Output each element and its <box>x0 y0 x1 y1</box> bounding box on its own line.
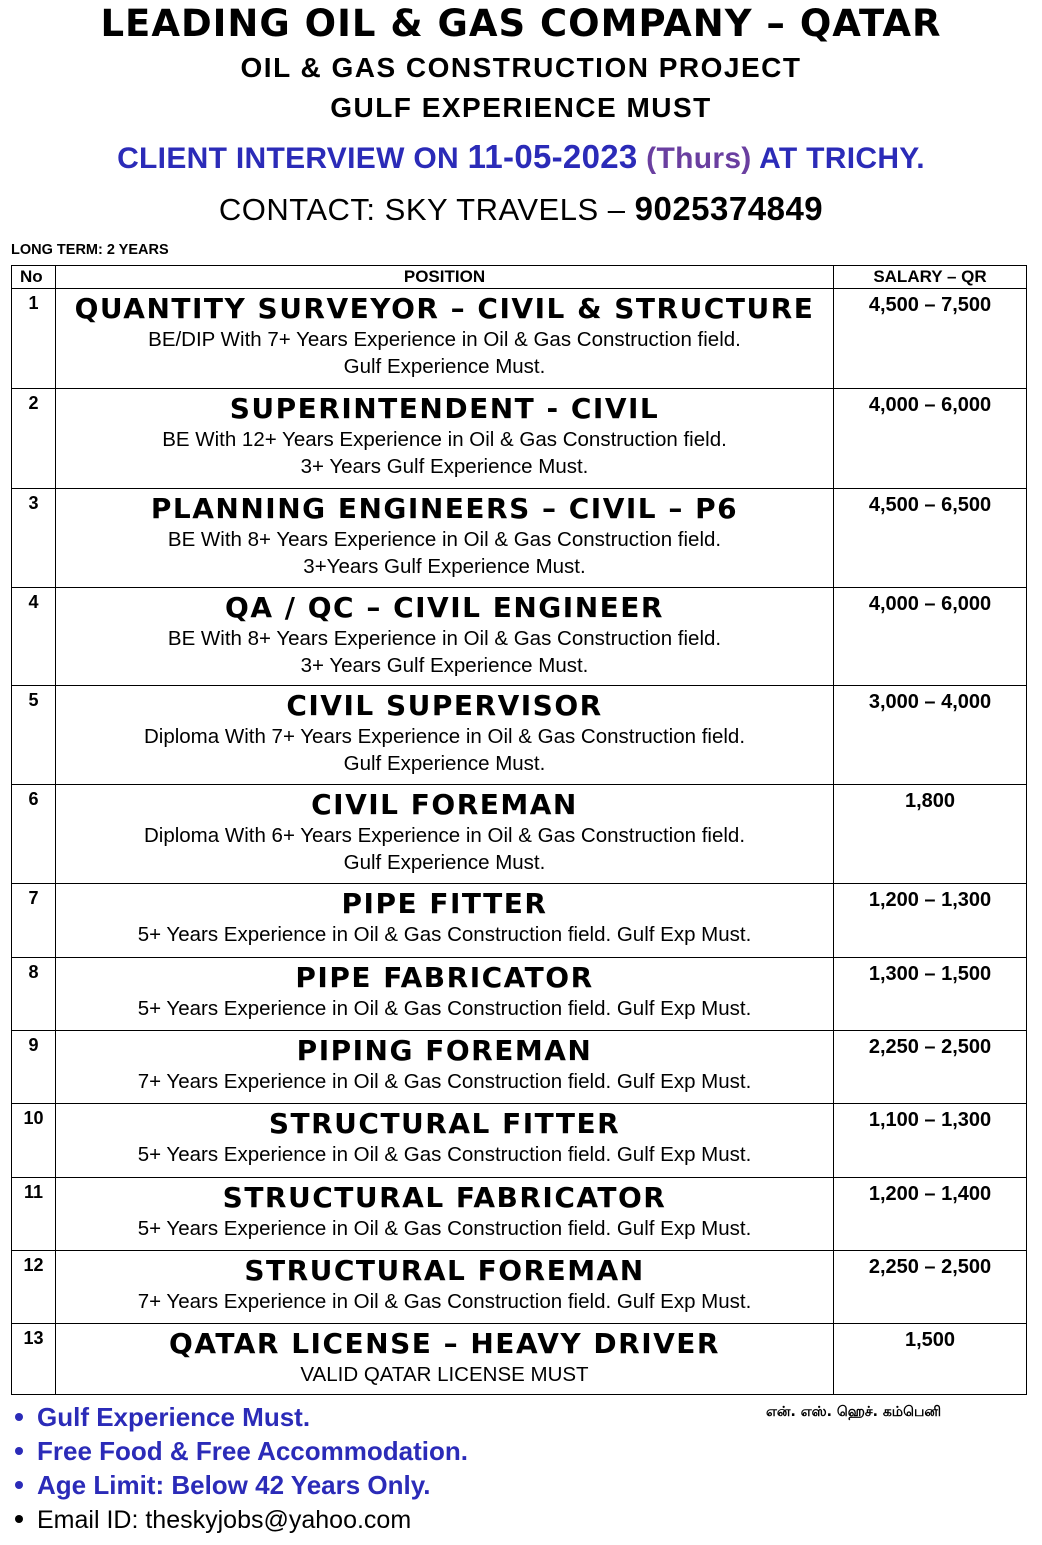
salary-cell: 4,500 – 6,500 <box>834 489 1027 588</box>
position-cell <box>56 588 834 686</box>
email-address[interactable]: theskyjobs@yahoo.com <box>145 1506 412 1534</box>
salary-cell: 3,000 – 4,000 <box>834 686 1027 785</box>
position-title: CIVIL SUPERVISOR <box>286 689 603 722</box>
contact-number: 9025374849 <box>634 190 824 227</box>
position-requirement: BE With 8+ Years Experience in Oil & Gas Construction field. <box>167 528 722 551</box>
contact-prefix: CONTACT: SKY TRAVELS – <box>218 192 635 227</box>
position-title: QATAR LICENSE – HEAVY DRIVER <box>169 1327 720 1360</box>
position-cell <box>56 785 834 884</box>
row-number: 12 <box>12 1251 56 1324</box>
position-title: CIVIL FOREMAN <box>311 788 578 821</box>
position-cell <box>56 1104 834 1178</box>
position-requirement: 7+ Years Experience in Oil & Gas Construction field. Gulf Exp Must. <box>137 1290 752 1313</box>
position-gulf-requirement: 3+Years Gulf Experience Must. <box>303 555 586 578</box>
row-number: 6 <box>12 785 56 884</box>
bullet-icon <box>15 1447 23 1455</box>
email-label: Email ID: <box>37 1506 146 1534</box>
position-cell <box>56 489 834 588</box>
table-row <box>12 389 1027 489</box>
position-cell <box>56 289 834 389</box>
row-number: 3 <box>12 489 56 588</box>
interview-day: (Thurs) <box>637 142 752 175</box>
position-title: PIPE FITTER <box>341 887 548 920</box>
position-requirement: BE With 12+ Years Experience in Oil & Gas Construction field. <box>162 428 727 451</box>
salary-cell: 2,250 – 2,500 <box>834 1031 1027 1104</box>
interview-suffix: AT TRICHY. <box>751 142 925 175</box>
position-requirement: 7+ Years Experience in Oil & Gas Construction field. Gulf Exp Must. <box>137 1070 752 1093</box>
bullet-gulf-experience <box>15 1402 310 1433</box>
bullet-text: Age Limit: Below 42 Years Only. <box>37 1470 431 1500</box>
table-row <box>12 289 1027 389</box>
position-requirement: Diploma With 7+ Years Experience in Oil & Gas Construction field. <box>143 725 746 748</box>
bullet-food-accommodation <box>15 1436 468 1467</box>
position-title: STRUCTURAL FABRICATOR <box>222 1181 667 1214</box>
salary-cell: 4,000 – 6,000 <box>834 389 1027 489</box>
salary-cell: 1,500 <box>834 1324 1027 1395</box>
table-row <box>12 1178 1027 1251</box>
salary-cell: 4,500 – 7,500 <box>834 289 1027 389</box>
col-no-header: No <box>12 266 56 289</box>
table-row <box>12 1104 1027 1178</box>
contact-line <box>0 190 1042 228</box>
table-row <box>12 588 1027 686</box>
table-row <box>12 1031 1027 1104</box>
table-row <box>12 1251 1027 1324</box>
position-title: STRUCTURAL FOREMAN <box>244 1254 645 1287</box>
row-number: 13 <box>12 1324 56 1395</box>
positions-table <box>11 265 1027 1395</box>
company-name-tamil: என். எஸ். ஹெச். கம்பெனி <box>766 1404 942 1420</box>
position-requirement: 5+ Years Experience in Oil & Gas Construction field. Gulf Exp Must. <box>137 1143 752 1166</box>
position-cell <box>56 884 834 958</box>
bullet-text: Gulf Experience Must. <box>37 1402 311 1432</box>
interview-line <box>0 138 1042 176</box>
row-number: 11 <box>12 1178 56 1251</box>
table-row <box>12 884 1027 958</box>
salary-cell: 1,300 – 1,500 <box>834 958 1027 1031</box>
position-requirement: Diploma With 6+ Years Experience in Oil & Gas Construction field. <box>143 824 746 847</box>
row-number: 10 <box>12 1104 56 1178</box>
row-number: 7 <box>12 884 56 958</box>
headline: LEADING OIL & GAS COMPANY – QATAR <box>100 2 942 45</box>
position-title: STRUCTURAL FITTER <box>268 1107 621 1140</box>
table-row <box>12 785 1027 884</box>
salary-cell: 1,100 – 1,300 <box>834 1104 1027 1178</box>
table-row <box>12 958 1027 1031</box>
position-gulf-requirement: 3+ Years Gulf Experience Must. <box>300 455 589 478</box>
table-header-row <box>12 266 1027 289</box>
position-title: PIPING FOREMAN <box>296 1034 593 1067</box>
interview-prefix: CLIENT INTERVIEW ON <box>117 142 468 175</box>
position-cell <box>56 1251 834 1324</box>
row-number: 8 <box>12 958 56 1031</box>
interview-date: 11-05-2023 <box>467 138 638 175</box>
position-title: QUANTITY SURVEYOR – CIVIL & STRUCTURE <box>74 292 815 325</box>
position-requirement: VALID QATAR LICENSE MUST <box>300 1363 589 1386</box>
salary-cell: 1,200 – 1,300 <box>834 884 1027 958</box>
position-gulf-requirement: Gulf Experience Must. <box>343 355 546 378</box>
row-number: 5 <box>12 686 56 785</box>
position-gulf-requirement: 3+ Years Gulf Experience Must. <box>300 654 589 677</box>
position-title: SUPERINTENDENT - CIVIL <box>229 392 660 425</box>
position-title: QA / QC – CIVIL ENGINEER <box>225 591 664 624</box>
table-row <box>12 1324 1027 1395</box>
position-cell <box>56 1178 834 1251</box>
bullet-age-limit <box>15 1470 431 1501</box>
col-position-header: POSITION <box>56 266 834 289</box>
bullet-icon <box>15 1515 23 1523</box>
position-requirement: BE With 8+ Years Experience in Oil & Gas Construction field. <box>167 627 722 650</box>
row-number: 2 <box>12 389 56 489</box>
position-gulf-requirement: Gulf Experience Must. <box>343 752 546 775</box>
salary-cell: 4,000 – 6,000 <box>834 588 1027 686</box>
email-line <box>15 1506 411 1535</box>
col-salary-header: SALARY – QR <box>834 266 1027 289</box>
bullet-icon <box>15 1413 23 1421</box>
bullet-text: Free Food & Free Accommodation. <box>37 1436 468 1466</box>
row-number: 1 <box>12 289 56 389</box>
salary-cell: 2,250 – 2,500 <box>834 1251 1027 1324</box>
position-requirement: BE/DIP With 7+ Years Experience in Oil & Gas Construction field. <box>148 328 741 351</box>
term-label: LONG TERM: 2 YEARS <box>11 242 169 258</box>
position-cell <box>56 1031 834 1104</box>
position-requirement: 5+ Years Experience in Oil & Gas Construction field. Gulf Exp Must. <box>137 1217 752 1240</box>
row-number: 4 <box>12 588 56 686</box>
position-gulf-requirement: Gulf Experience Must. <box>343 851 546 874</box>
position-cell <box>56 389 834 489</box>
salary-cell: 1,800 <box>834 785 1027 884</box>
table-row <box>12 489 1027 588</box>
salary-cell: 1,200 – 1,400 <box>834 1178 1027 1251</box>
project-line: OIL & GAS CONSTRUCTION PROJECT <box>240 52 802 83</box>
position-title: PIPE FABRICATOR <box>295 961 594 994</box>
table-row <box>12 686 1027 785</box>
bullet-icon <box>15 1481 23 1489</box>
position-requirement: 5+ Years Experience in Oil & Gas Construction field. Gulf Exp Must. <box>137 923 752 946</box>
position-cell <box>56 686 834 785</box>
row-number: 9 <box>12 1031 56 1104</box>
position-title: PLANNING ENGINEERS – CIVIL – P6 <box>150 492 739 525</box>
experience-line: GULF EXPERIENCE MUST <box>330 92 712 123</box>
position-cell <box>56 1324 834 1395</box>
position-requirement: 5+ Years Experience in Oil & Gas Construction field. Gulf Exp Must. <box>137 997 752 1020</box>
position-cell <box>56 958 834 1031</box>
